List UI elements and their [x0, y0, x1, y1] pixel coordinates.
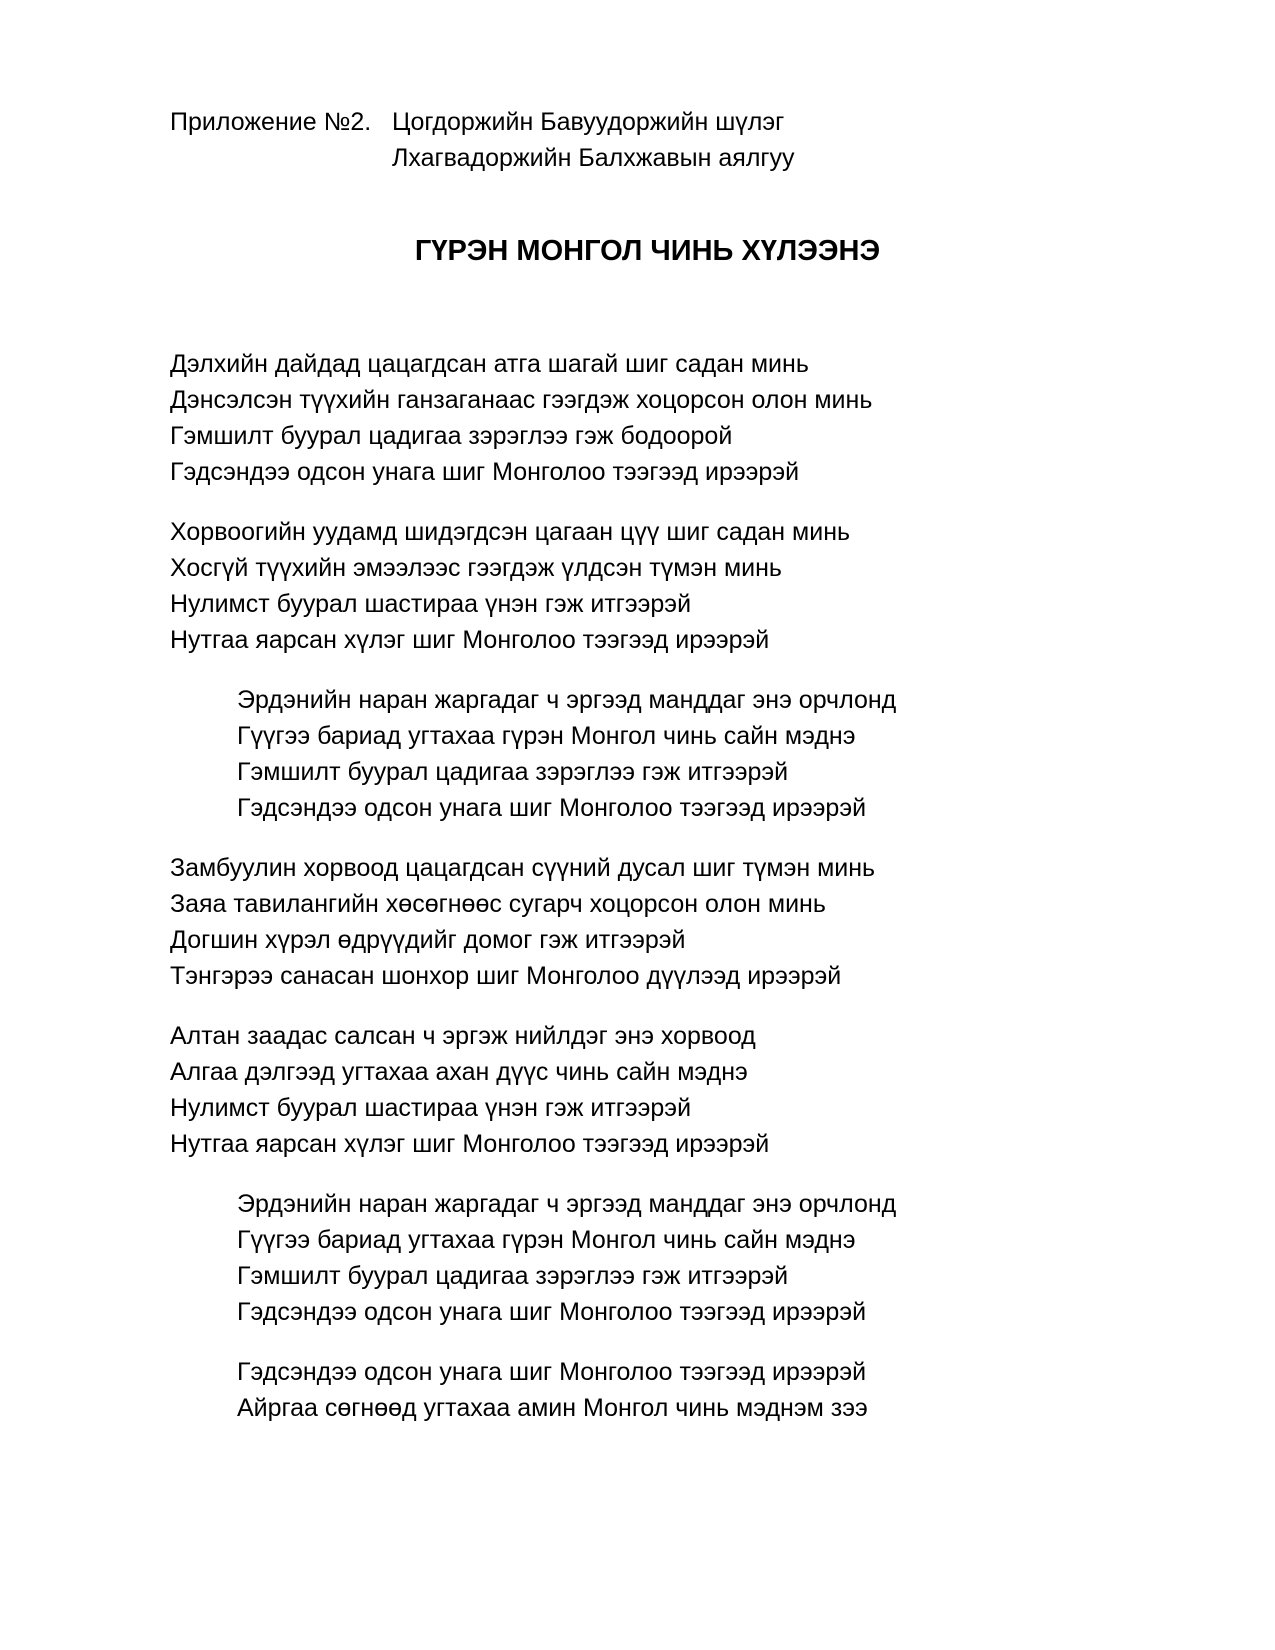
credits-block: [392, 104, 795, 176]
poem-line: Гэдсэндээ одсон унага шиг Монголоо тээгээд ирээрэй: [237, 1358, 867, 1386]
poem-line: Нутгаа яарсан хүлэг шиг Монголоо тээгээд ирээрэй: [170, 1130, 770, 1158]
poem-line: Эрдэнийн наран жаргадаг ч эргээд манддаг энэ орчлонд: [237, 1190, 897, 1218]
poem-line: Догшин хүрэл өдрүүдийг домог гэж итгээрэй: [170, 926, 686, 954]
poem-body: [170, 346, 1125, 1426]
poem-line: Гэмшилт буурал цадигаа зэрэглээ гэж бодоорой: [170, 422, 733, 450]
poem-line: Гэдсэндээ одсон унага шиг Монголоо тээгээд ирээрэй: [237, 1298, 867, 1326]
poem-line: Гэдсэндээ одсон унага шиг Монголоо тээгээд ирээрэй: [170, 458, 800, 486]
poem-line: Алгаа дэлгээд угтахаа ахан дүүс чинь сайн мэднэ: [170, 1058, 748, 1086]
appendix-label: Приложение №2.: [170, 108, 372, 136]
poem-line: Гэмшилт буурал цадигаа зэрэглээ гэж итгээрэй: [237, 758, 789, 786]
poem-line: Хорвоогийн уудамд шидэгдсэн цагаан цүү шиг садан минь: [170, 518, 851, 546]
poem-line: Гэмшилт буурал цадигаа зэрэглээ гэж итгээрэй: [237, 1262, 789, 1290]
stanza-4: [170, 1018, 1125, 1162]
poem-line: Дэнсэлсэн түүхийн ганзаганаас гээгдэж хоцорсон олон минь: [170, 386, 873, 414]
refrain-2: [170, 1186, 1125, 1330]
document-header: [170, 104, 1125, 176]
poem-line: Нутгаа яарсан хүлэг шиг Монголоо тээгээд ирээрэй: [170, 626, 770, 654]
stanza-2: [170, 514, 1125, 658]
poem-line: Замбуулин хорвоод цацагдсан сүүний дусал шиг түмэн минь: [170, 854, 876, 882]
poem-line: Гүүгээ бариад угтахаа гүрэн Монгол чинь сайн мэднэ: [237, 722, 856, 750]
poem-line: Эрдэнийн наран жаргадаг ч эргээд манддаг энэ орчлонд: [237, 686, 897, 714]
closing-couplet: [170, 1354, 1125, 1426]
poem-line: Гэдсэндээ одсон унага шиг Монголоо тээгээд ирээрэй: [237, 794, 867, 822]
poem-line: Нулимст буурал шастираа үнэн гэж итгээрэй: [170, 1094, 692, 1122]
poem-line: Тэнгэрээ санасан шонхор шиг Монголоо дүүлээд ирээрэй: [170, 962, 842, 990]
stanza-1: [170, 346, 1125, 490]
stanza-3: [170, 850, 1125, 994]
poem-line: Гүүгээ бариад угтахаа гүрэн Монгол чинь сайн мэднэ: [237, 1226, 856, 1254]
poem-line: Алтан заадас салсан ч эргэж нийлдэг энэ хорвоод: [170, 1022, 756, 1050]
refrain-1: [170, 682, 1125, 826]
poem-line: Хосгүй түүхийн эмээлээс гээгдэж үлдсэн түмэн минь: [170, 554, 782, 582]
poet-credit: Цогдоржийн Бавуудоржийн шүлэг: [392, 108, 785, 136]
poem-line: Дэлхийн дайдад цацагдсан атга шагай шиг садан минь: [170, 350, 809, 378]
poem-line: Заяа тавилангийн хөсөгнөөс сугарч хоцорсон олон минь: [170, 890, 826, 918]
composer-credit: Лхагвадоржийн Балхжавын аялгуу: [392, 144, 795, 172]
poem-line: Айргаа сөгнөөд угтахаа амин Монгол чинь мэднэм зээ: [237, 1394, 868, 1422]
poem-line: Нулимст буурал шастираа үнэн гэж итгээрэй: [170, 590, 692, 618]
song-title: ГҮРЭН МОНГОЛ ЧИНЬ ХҮЛЭЭНЭ: [414, 235, 881, 267]
